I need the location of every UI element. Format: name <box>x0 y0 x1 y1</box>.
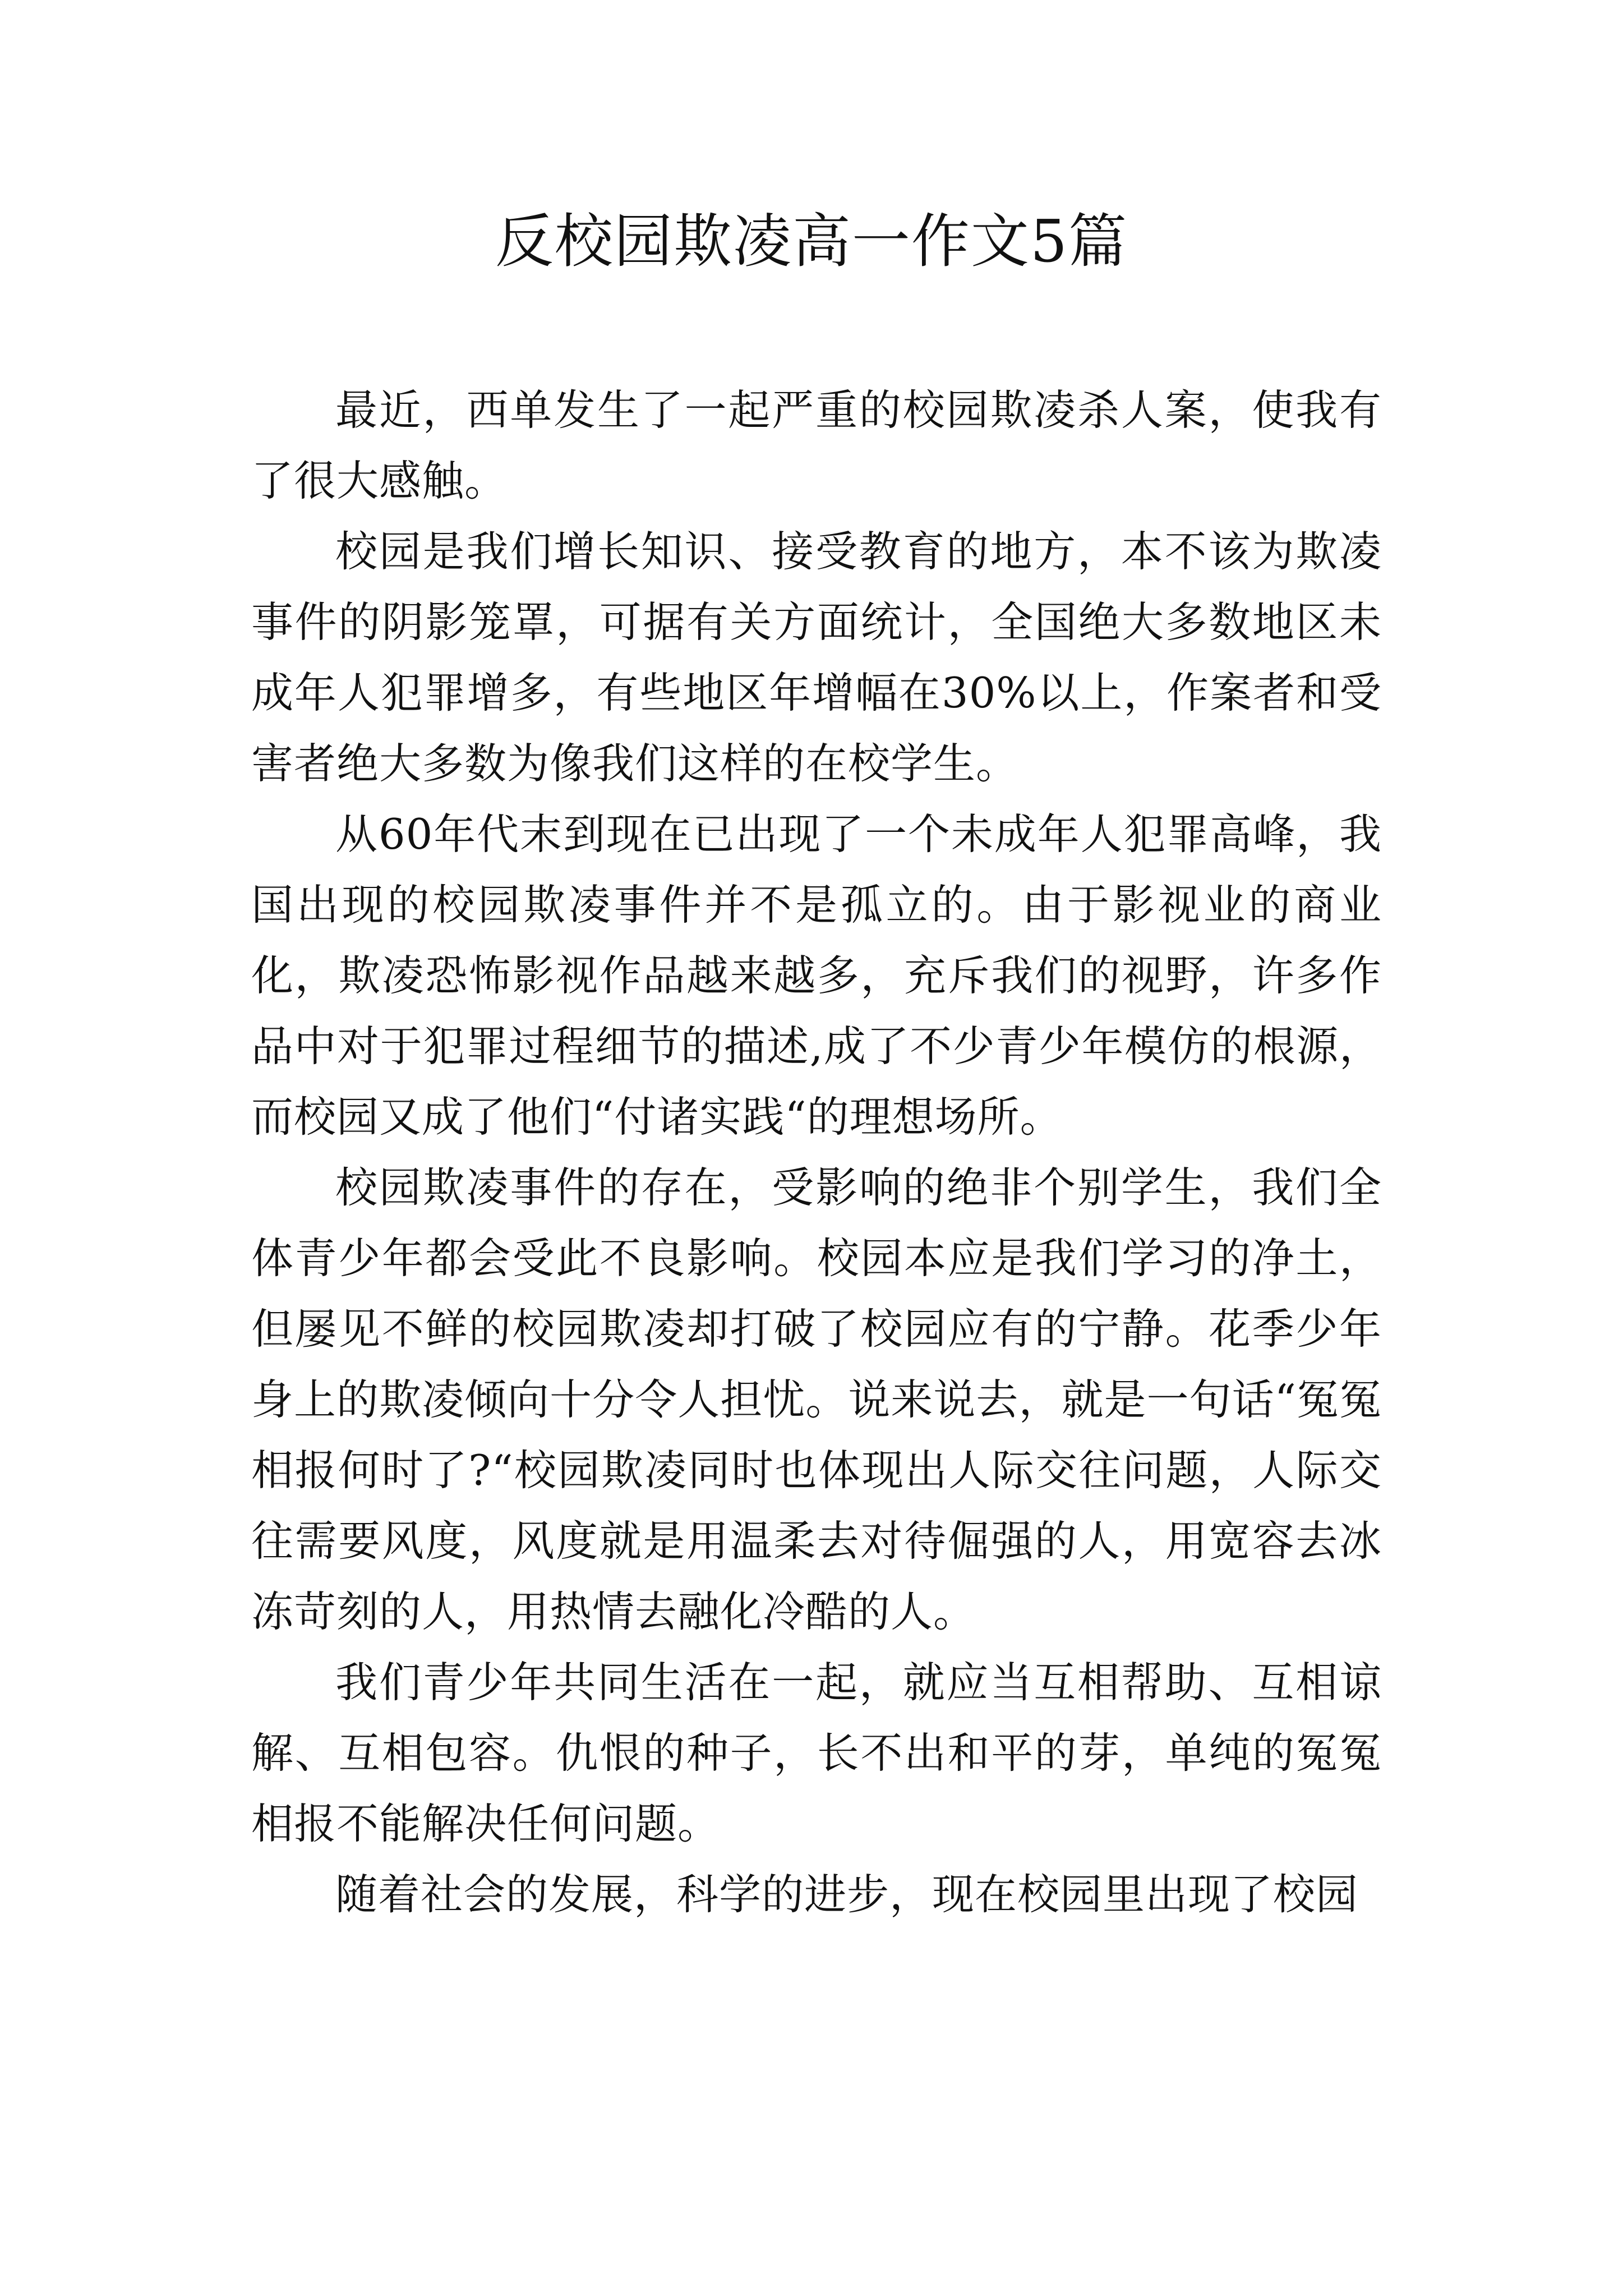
document-body <box>251 375 1382 1930</box>
paragraph: 最近，西单发生了一起严重的校园欺凌杀人案，使我有了很大感触。 <box>251 385 1382 505</box>
paragraph: 随着社会的发展，科学的进步，现在校园里出现了校园 <box>335 1870 1359 1919</box>
paragraph: 我们青少年共同生活在一起，就应当互相帮助、互相谅解、互相包容。仇恨的种子，长不出和平的芽，单纯的冤冤相报不能解决任何问题。 <box>251 1658 1382 1848</box>
paragraph: 从60年代末到现在已出现了一个未成年人犯罪高峰，我国出现的校园欺凌事件并不是孤立的。由于影视业的商业化，欺凌恐怖影视作品越来越多，充斥我们的视野，许多作品中对于犯罪过程细节的描述,成了不少青少年模仿的根源，而校园又成了他们“付诸实践“的理想场所。 <box>251 809 1382 1142</box>
paragraph: 校园欺凌事件的存在，受影响的绝非个别学生，我们全体青少年都会受此不良影响。校园本应是我们学习的净土，但屡见不鲜的校园欺凌却打破了校园应有的宁静。花季少年身上的欺凌倾向十分令人担忧。说来说去，就是一句话“冤冤相报何时了?“校园欺凌同时也体现出人际交往问题，人际交往需要风度，风度就是用温柔去对待倔强的人，用宽容去冰冻苛刻的人，用热情去融化冷酷的人。 <box>251 1163 1382 1636</box>
document-title: 反校园欺凌高一作文5篇 <box>495 207 1128 275</box>
paragraph: 校园是我们增长知识、接受教育的地方，本不该为欺凌事件的阴影笼罩，可据有关方面统计，全国绝大多数地区未成年人犯罪增多，有些地区年增幅在30%以上，作案者和受害者绝大多数为像我们这样的在校学生。 <box>251 527 1382 788</box>
